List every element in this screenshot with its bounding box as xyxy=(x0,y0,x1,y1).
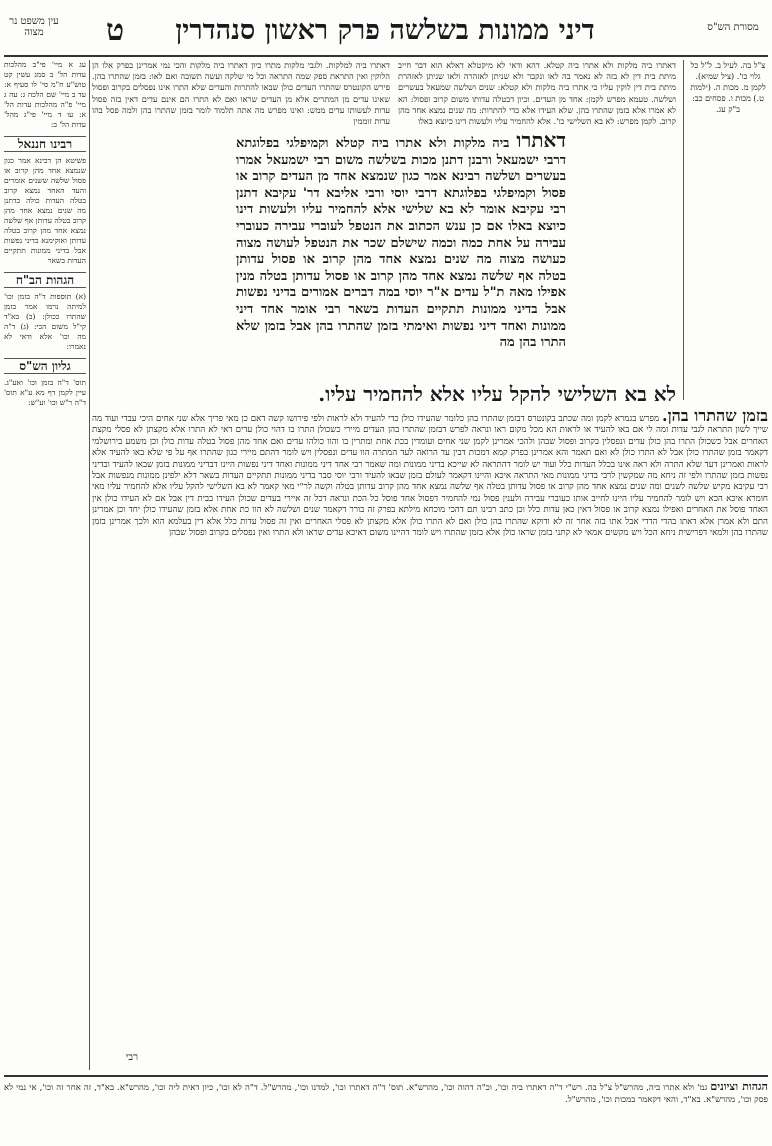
left-margin-column xyxy=(4,60,86,1080)
footer-notes xyxy=(4,1075,768,1141)
rabbeinu-chananel-heading: רבינו חננאל xyxy=(4,136,86,152)
tosafot-lower-heading: בזמן שהתרו בהן. xyxy=(662,410,768,425)
hagahot-habach-text: (א) תוספות ד"ה בזמן וכו' למיתה נרמו אמר בזמן שהתרו ככולן: (ב) בא"ד קי"ל משום הכי: (ג) ד"ה מה וכו' אלא ודאי לא נאמרו: xyxy=(4,292,86,351)
left-column-divider xyxy=(89,60,90,1070)
masoret-hashas-label: מסורת הש"ס xyxy=(707,22,759,33)
footer-text: גמ' ולא אתרו ביה, מהרש"ל צ"ל בה. רש"י ד"ה דאתרו ביה וכו', וכ"ה דהוה וכו', מהרש"א. תוס' ד"ה דאתרו וכו', למדנו וכו', מהרש"ל. ד"ה לא וכו', כיון דאית ליה וכו', מהרש"א. בא"ד, זה אחר זה וכו', אי נמי לא פסק וכו', מהרש"א. בא"ד, והאי דקאמר במכות וכו', מהרש"ל. xyxy=(4,1083,768,1105)
gemara-text: ביה מלקות ולא אתרו ביה קטלא וקמיפלגי בפלוגתא דרבי ישמעאל ורבנן דתנן מכות בשלשה משום רבי ישמעאל אמרו בעשרים ושלשה רבינא אמר כגון שנמצא אחד מן העדים קרוב או פסול וקמיפלגי בפלוגתא דרבי יוסי ורבי אליבא דר' עקיבא דתנן רבי עקיבא אומר לא בא שלישי אלא להחמיר עליו ולעשות דינו כיוצא באלו אם כן ענש הכתוב את הנטפל לעוברי עבירה כעוברי עבירה על אחת כמה וכמה שישלם שכר את הנטפל לעושה מצוה כעושה מצוה מה שנים נמצא אחד מהן קרוב או פסול עדותן בטלה אף שלשה נמצא אחד מהן קרוב או פסול עדותן בטלה מנין אפילו מאה ת"ל עדים א"ר יוסי במה דברים אמורים בדיני נפשות אבל בדיני ממונות תתקיים העדות בשאר רבי אומר אחד דיני ממונות ואחד דיני נפשות ואימתי בזמן שהתרו בהן אבל בזמן שלא התרו בהן מה xyxy=(236,136,566,351)
tosafot-lower-commentary xyxy=(92,410,768,1038)
page-number-letter: ט xyxy=(105,13,125,48)
page-title: דיני ממונות בשלשה פרק ראשון סנהדרין xyxy=(175,15,595,46)
tosafot-lower-text: מפרש בגמרא לקמן ומה שכתב בקונטרס דבזמן שהתרו בהן כלומר שהעידו כולן כדי להעיד ולא לראות ולפי פירושו קשה דאם כן מאי פריך אלא שני אחים היכי עבדי ועוד מה שייך לשון התראה לגבי עדות ומה לי אם באו להעיד או לראות הא מכל מקום ראו ונראה לפרש דבזמן שהתרו בהן העדים מיירי כשכולן התרו בו דהוי כולן עדים דאי לא התרו אלא מקצתן לא פסלי מקצת האחרים אבל כשכולן התרו בהן כולן עדים ונפסלין בקרוב ופסול שבהן ולהכי אמרינן לקמן שני אחים ועומדין בכת אחת ומתרין בו והוו כולהו עדים ואם אחד מהן פסול בטלה עדות כולן וכן משמע בירושלמי דקאמר בזמן שהתרו כולן אבל לא התרו כולן לא ואם תאמר והא אמרינן בפרק קמא דמכות דבין עד הרואה לעד המתרה הוו עדים ונפסלין ויש לומר דהתם מיירי כגון שהתרו אף על פי שלא באו להעיד אלא לראות ואמרינן דעד שלא התרה ולא ראה אינו בכלל העדות כלל ועוד יש לומר דהתראה לא שייכא בדיני ממונות ומה שאמר רבי אחד דיני ממונות ואחד דיני נפשות היינו דבדיני ממונות בזמן שבאו להעיד ובדיני נפשות בזמן שהתרו ולפי זה ניחא מה שמקשין לרבי בדיני ממונות מאי התראה איכא והיינו דקאמר לעולם בזמן שבאו להעיד ורבי יוסי סבר בדיני ממונות תתקיים העדות בשאר דלא ילפינן ממונות מנפשות אבל רבי עקיבא מקיש שלשה לשנים ומה שנים נמצא אחד מהן קרוב או פסול עדותן בטלה אף שלשה נמצא אחד מהן קרוב עדותן בטלה וקשה לר"י מאי קאמר לא בא השלישי להקל עליו אלא להחמיר עליו מאי חומרא איכא הכא ויש לומר להחמיר עליו היינו לחייב אותו כעוברי עבירה ולענין פסול נמי להחמיר דפסול אחד פוסל כל הכת ונראה דכל זה איירי בעדים שכולן העידו בבית דין אבל אם לא העידו כולן אין האחד פוסל את האחרים ואפילו נמצא קרוב או פסול דאין כאן עדות כלל וכן כתב רבינו תם דהכי מוכחא מילתא בפרק זה בורר דקאמר שנים ושלשה לא הוו כת אחת אלא בזמן שהעידו כולן יחד וכן אמרינן התם ולא אמרן אלא דאתו בהדי הדדי אבל אתו בזה אחר זה לא ודוקא שהתרו בהן כולן ואם לא התרו כולן אלא מקצתן לא פסלי האחרים ואין זה פסול עדות כלל אלא דין בעלמא הוא ולכך אמרינן בזמן שהתרו בהן ולמאי דפרישית ניחא הכל ויש מקשים אמאי לא קתני בזמן שראו כולן אלא בזמן שהתרו ויש לומר דהיינו משום דאיכא עדים שראו ולא התרו ואין נפסלים בקרוב ופסול שבהן xyxy=(92,414,768,539)
page-catchword: רבי xyxy=(125,1052,138,1063)
rabbeinu-chananel-text: פשיטא הן דבינא אמר כגון שנמצא אחד מהן קרוב או פסול שלשה ששנים אומרים והעד האחד נמצא קרוב בטלה העדות כולה כדתנן מה שנים נמצא אחד מהן קרוב בטלה עדותן אף שלשה נמצא אחד מהן קרוב בטלה עדותן ואוקימנא בדיני נפשות אבל בדיני ממונות תתקיים העדות בשאר xyxy=(4,156,86,265)
tosafot-commentary: דאתרו ביה למלקות. ולגבי מלקות מתרו כיון דאתרו ביה מלקות והכי נמי אמרינן בפרק אלו הן הלוקין ואין התראת ספק שמה התראה וכל מי שלקה ועשה תשובה ואם לאו: בזמן שהתרו בהן. פירש הקונטרס שהתרו העדים כולן שבאו להתרות והעדים שלא התרו אינו נפסלים בקרוב ופסול שאינו עדים מן המתרים אלא מן העדים שראו ואם לא התרו הם אינם עדים דאין בזה פסול עדות לעשותו עדים ממש: ואינו מפרש מה אתה תלמוד לומר בזמן שהתרו בהן ולמה פסל בהו עדות זוממין xyxy=(92,60,390,127)
footer-heading: הגהות וציונים xyxy=(710,1080,768,1093)
tosafot-dibur-hamatchil-heading: לא בא השלישי להקל עליו אלא להחמיר עליו. xyxy=(318,382,676,406)
header-rule xyxy=(4,55,768,57)
gilyon-hashas-heading: גליון הש"ס xyxy=(4,358,86,374)
ein-mishpat-text: עג א מיי' פי"ב מהלכות עדות הל' ב סמג עשין קט טוש"ע ח"מ סי' לו סעיף א: עד ב מיי' שם הלכה ג: עה ג מיי' פ"ה מהלכות עדות הל' א: עו ד מיי' פי"ג מהל' עדות הל' ב: xyxy=(4,60,86,129)
masoret-hashas-column: צ"ל בה. לעיל ב. ל"ל כל גלוי כו'. (ציל שמיא). לקמן מ. מכות ה. (ילמות ט.) מכות ו. פסחים כב: ב"ק עג. xyxy=(690,61,766,114)
gemara-opening-word: דאתרו xyxy=(516,132,566,152)
ein-mishpat-label: עין משפט נר מצוה xyxy=(9,16,59,38)
gilyon-hashas-text: תוס' ד"ה בזמן וכו' ואע"ג. עיין לקמן דף מא ע"א תוס' ד"ה ר"ש וכו' וע"ש: xyxy=(4,378,86,407)
right-column-divider xyxy=(683,60,684,400)
rashi-commentary: דאתרו ביה מלקות ולא אתרו ביה קטלא. דהא ודאי לא מיקטלא דאלא הוא דבר חייב מיתת בית דין לא בזה לא נאמר בה לאו ונקבר ולא שניתן לאזהרה ולאו שניתן לאזהרת מיתת בית דין לוקין עליו כי אתרו ביה מלקות ולא קטלא: שנים ושלשה שמעאל בעשרים ושלשה. טעמא מפרש לקמן: אחד מן העדים. וכיון דבטלה עדותו משום קרוב ופסול: הא לא אמרו אלא בזמן שהתרו בהן. שלא העידו אלא כדי להתרות: מה שנים נמצא אחד מהן קרוב. לקמן מפרש: לא בא השלישי כו'. אלא להחמיר עליו ולעשות דינו כיוצא באלו xyxy=(398,60,676,127)
hagahot-habach-heading: הגהות הב"ח xyxy=(4,272,86,288)
gemara-text-block xyxy=(236,132,566,367)
